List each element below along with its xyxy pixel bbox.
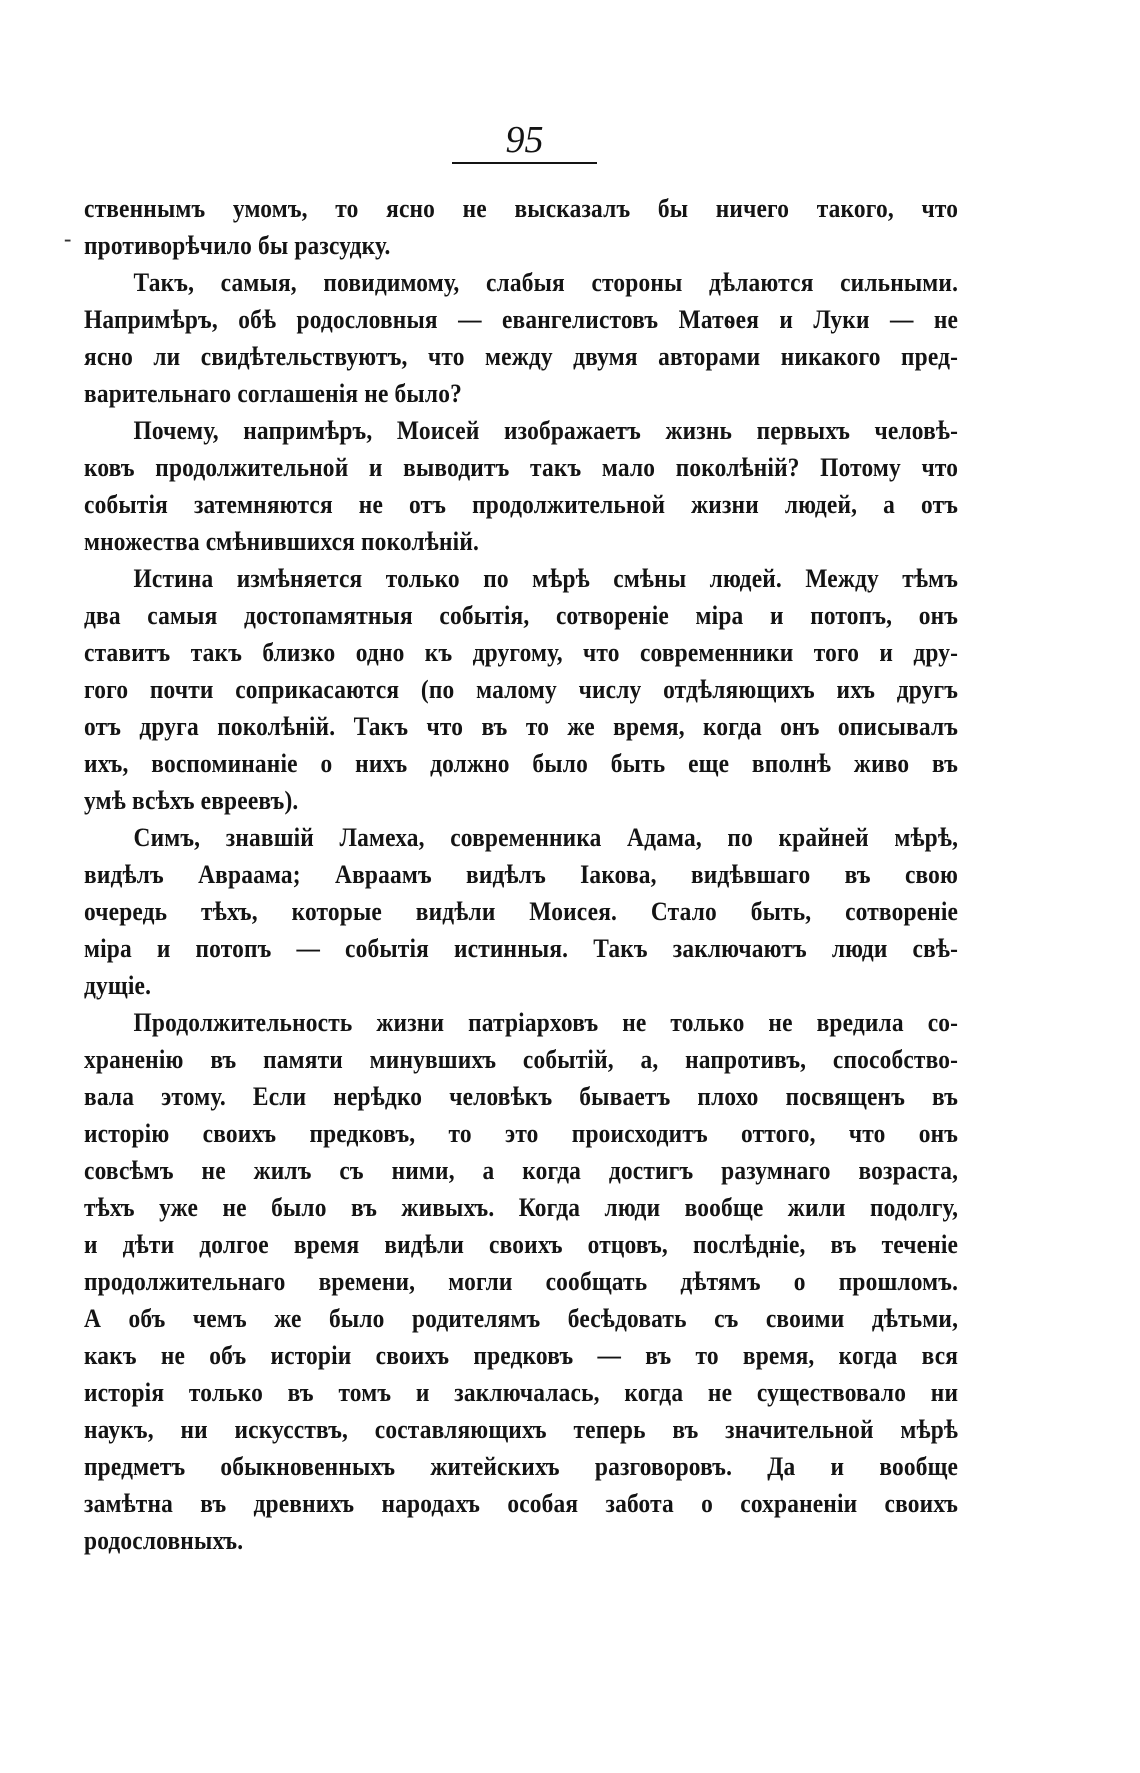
text-line: міра и потопъ — событія истинныя. Такъ заключаютъ люди свѣ- [84, 934, 959, 963]
paragraph-first-line: Такъ, самыя, повидимому, слабыя стороны дѣлаются сильными. [133, 268, 959, 297]
text-line: множества смѣнившихся поколѣній. [84, 527, 480, 556]
text-line: исторія только въ томъ и заключалась, когда не существовало ни [84, 1378, 959, 1407]
paragraph-first-line: Почему, напримѣръ, Моисей изображаетъ жизнь первыхъ человѣ- [133, 416, 959, 445]
text-line: предметъ обыкновенныхъ житейскихъ разговоровъ. Да и вообще [84, 1452, 959, 1481]
text-line: событія затемняются не отъ продолжительной жизни людей, а отъ [84, 490, 959, 519]
text-line: вала этому. Если нерѣдко человѣкъ бываетъ плохо посвященъ въ [84, 1082, 959, 1111]
text-line: тѣхъ уже не было въ живыхъ. Когда люди вообще жили подолгу, [84, 1193, 959, 1222]
paragraph-first-line: Истина измѣняется только по мѣрѣ смѣны людей. Между тѣмъ [133, 564, 959, 593]
paragraph-first-line: Продолжительность жизни патріарховъ не только не вредила со- [133, 1008, 959, 1037]
margin-dash-mark: - [64, 226, 72, 251]
text-line: родословныхъ. [84, 1526, 244, 1555]
text-line: ственнымъ умомъ, то ясно не высказалъ бы ничего такого, что [84, 194, 959, 223]
text-line: ихъ, воспоминаніе о нихъ должно было быть еще вполнѣ живо въ [84, 749, 959, 778]
page-text [84, 190, 959, 1559]
text-line: гого почти соприкасаются (по малому числу отдѣляющихъ ихъ другъ [84, 675, 959, 704]
text-line: и дѣти долгое время видѣли своихъ отцовъ, послѣдніе, въ теченіе [84, 1230, 959, 1259]
text-line: варительнаго соглашенія не было? [84, 379, 462, 408]
text-line: ковъ продолжительной и выводитъ такъ мало поколѣній? Потому что [84, 453, 959, 482]
text-line: какъ не объ исторіи своихъ предковъ — въ то время, когда вся [84, 1341, 959, 1370]
text-line: Напримѣръ, обѣ родословныя — евангелистовъ Матѳея и Луки — не [84, 305, 959, 334]
paragraph-first-line: Симъ, знавшій Ламеха, современника Адама, по крайней мѣрѣ, [133, 823, 959, 852]
text-line: умѣ всѣхъ евреевъ). [84, 786, 299, 815]
text-line: дущіе. [84, 971, 152, 1000]
text-line: два самыя достопамятныя событія, сотвореніе міра и потопъ, онъ [84, 601, 959, 630]
text-line: очередь тѣхъ, которые видѣли Моисея. Стало быть, сотвореніе [84, 897, 959, 926]
text-line: совсѣмъ не жилъ съ ними, а когда достигъ разумнаго возраста, [84, 1156, 959, 1185]
page-number: 95 [452, 118, 597, 164]
text-line: храненію въ памяти минувшихъ событій, а, напротивъ, способство- [84, 1045, 959, 1074]
text-line: ставитъ такъ близко одно къ другому, что современники того и дру- [84, 638, 959, 667]
text-line: видѣлъ Авраама; Авраамъ видѣлъ Іакова, видѣвшаго въ свою [84, 860, 959, 889]
text-line: исторію своихъ предковъ, то это происходитъ оттого, что онъ [84, 1119, 959, 1148]
text-line: противорѣчило бы разсудку. [84, 231, 391, 260]
text-line: отъ друга поколѣній. Такъ что въ то же время, когда онъ описывалъ [84, 712, 959, 741]
text-line: А объ чемъ же было родителямъ бесѣдовать съ своими дѣтьми, [84, 1304, 959, 1333]
text-line: ясно ли свидѣтельствуютъ, что между двумя авторами никакого пред- [84, 342, 959, 371]
text-line: замѣтна въ древнихъ народахъ особая забота о сохраненіи своихъ [84, 1489, 959, 1518]
text-line: продолжительнаго времени, могли сообщать дѣтямъ о прошломъ. [84, 1267, 959, 1296]
text-line: наукъ, ни искусствъ, составляющихъ теперь въ значительной мѣрѣ [84, 1415, 959, 1444]
